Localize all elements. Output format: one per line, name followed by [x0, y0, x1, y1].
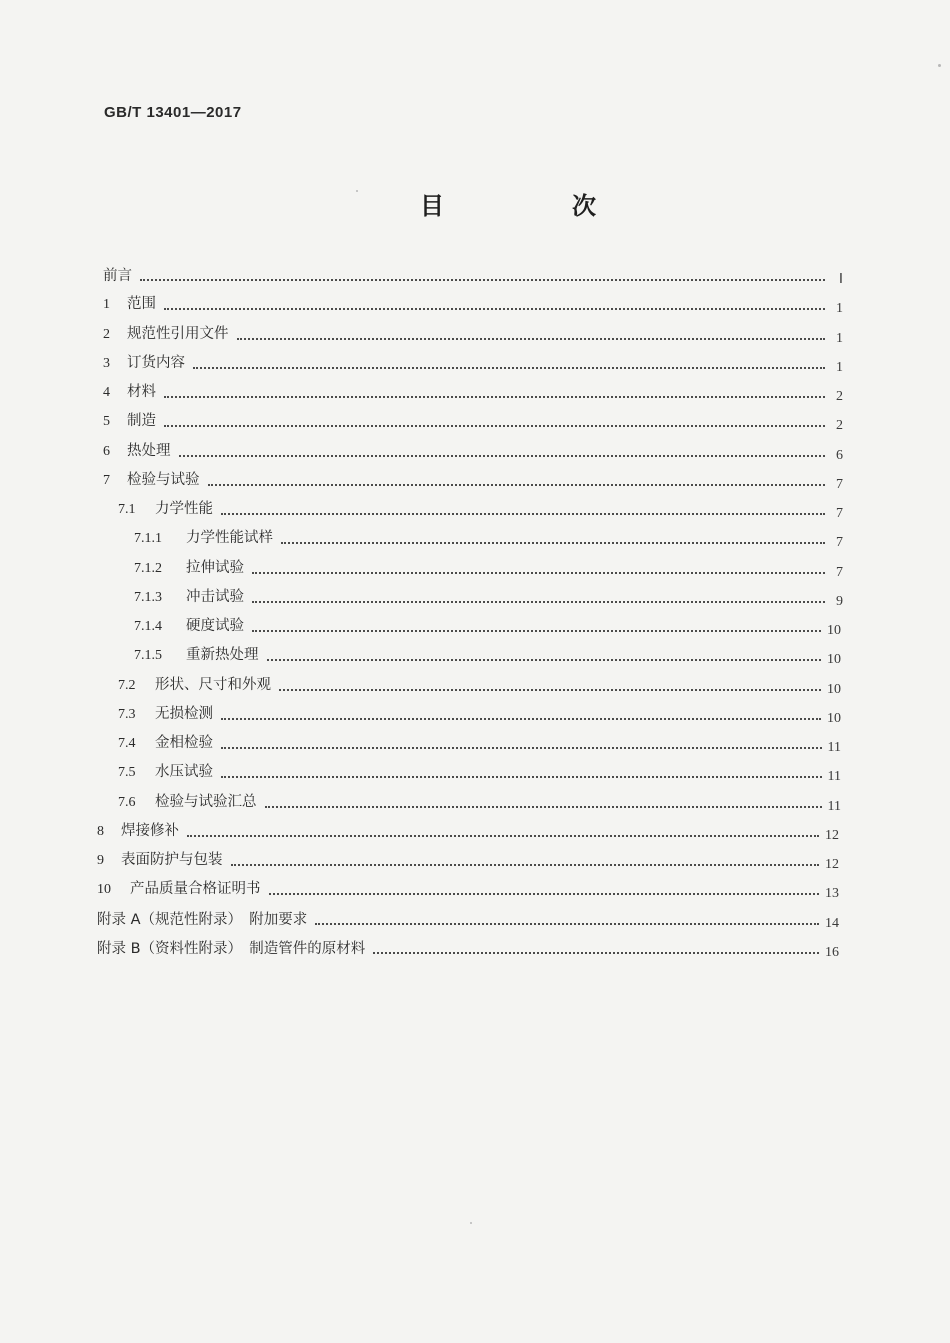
toc-entry-label	[118, 792, 257, 813]
toc-entry[interactable]	[118, 674, 841, 696]
toc-entry[interactable]	[97, 937, 839, 959]
toc-entry-label	[103, 382, 156, 403]
toc-entry-page: 10	[827, 652, 841, 668]
toc-entry-text: 前言	[103, 268, 132, 284]
toc-entry-label	[103, 294, 156, 315]
toc-title: 目 次	[420, 192, 648, 220]
toc-entry[interactable]	[118, 732, 841, 754]
toc-entry-label	[97, 821, 179, 842]
toc-dot-leader	[187, 835, 819, 837]
toc-entry-number: 7.1.4	[134, 619, 162, 634]
toc-dot-leader	[252, 572, 825, 574]
toc-entry-label	[103, 411, 156, 432]
toc-entry[interactable]	[134, 644, 841, 666]
toc-entry[interactable]	[103, 410, 843, 432]
toc-dot-leader	[269, 893, 820, 895]
toc-entry-number: 7.1.5	[134, 648, 162, 664]
scan-speck	[356, 190, 358, 192]
toc-entry-text: 范围	[127, 296, 156, 313]
toc-entry-page: 10	[827, 623, 841, 638]
toc-entry-label	[134, 558, 244, 579]
scan-speck	[938, 64, 941, 67]
toc-entry-label	[118, 733, 213, 754]
toc-entry-text: 订货内容	[127, 354, 185, 371]
toc-entry-page: 7	[836, 564, 843, 580]
toc-entry-page: 6	[836, 447, 843, 463]
toc-dot-leader	[315, 923, 819, 925]
toc-dot-leader	[221, 747, 822, 749]
toc-entry-label	[103, 470, 200, 491]
toc-entry-number: 7.2	[118, 677, 136, 693]
toc-entry-label	[134, 528, 273, 549]
toc-dot-leader	[267, 659, 822, 661]
toc-entry-number: 5	[103, 414, 110, 430]
toc-entry[interactable]	[103, 352, 843, 374]
toc-entry[interactable]	[103, 440, 843, 462]
toc-dot-leader	[231, 864, 820, 866]
toc-entry-text: 制造	[127, 413, 156, 430]
toc-entry-page: 7	[836, 535, 843, 551]
toc-entry-text: 焊接修补	[121, 822, 179, 839]
toc-entry-number: 7.1.2	[134, 560, 162, 576]
toc-dot-leader	[221, 513, 825, 515]
toc-entry[interactable]	[103, 323, 843, 345]
toc-dot-leader	[237, 338, 826, 340]
toc-entry[interactable]	[103, 381, 843, 403]
toc-entry-label	[118, 762, 213, 783]
toc-entry[interactable]	[97, 878, 839, 900]
toc-dot-leader	[193, 367, 825, 369]
toc-entry-page: 7	[836, 476, 843, 492]
toc-entry-page: 2	[836, 418, 843, 434]
toc-entry-number: 7.4	[118, 736, 136, 751]
toc-entry[interactable]	[97, 820, 839, 842]
toc-entry[interactable]	[134, 586, 843, 608]
toc-entry-number: 2	[103, 326, 110, 342]
toc-entry-page: 14	[825, 915, 839, 931]
toc-entry-page: 12	[825, 857, 839, 872]
toc-entry-text: 无损检测	[155, 705, 213, 722]
toc-entry-page: 7	[836, 506, 843, 521]
toc-entry-number: 9	[97, 853, 104, 868]
toc-dot-leader	[252, 630, 821, 632]
toc-entry-label	[103, 324, 229, 345]
toc-entry-number: 7.1.1	[134, 531, 162, 547]
toc-dot-leader	[265, 806, 822, 808]
toc-dot-leader	[164, 308, 825, 310]
toc-entry-page: 1	[836, 330, 843, 346]
toc-entry-text: 拉伸试验	[186, 559, 244, 576]
toc-entry-label	[118, 675, 271, 696]
toc-entry-label	[103, 441, 171, 462]
toc-entry-page: 12	[825, 827, 839, 843]
toc-entry-label	[103, 266, 132, 286]
toc-entry-number: 6	[103, 443, 110, 459]
toc-entry[interactable]	[134, 527, 843, 549]
toc-entry[interactable]	[103, 293, 843, 315]
toc-entry-label	[103, 353, 185, 374]
toc-entry-label	[134, 645, 259, 666]
toc-entry-number: 7.1.3	[134, 589, 162, 605]
toc-entry-label	[97, 939, 365, 959]
toc-entry[interactable]	[97, 849, 839, 871]
toc-entry-text: 附录 B（资料性附录） 制造管件的原材料	[97, 940, 366, 957]
toc-entry[interactable]	[103, 264, 843, 286]
toc-entry-text: 硬度试验	[186, 618, 244, 634]
toc-entry-text: 水压试验	[155, 764, 213, 781]
toc-entry-text: 材料	[127, 384, 156, 400]
toc-entry[interactable]	[134, 557, 843, 579]
toc-entry-text: 检验与试验	[127, 471, 200, 488]
toc-entry-text: 热处理	[127, 442, 171, 459]
toc-entry[interactable]	[97, 908, 839, 930]
toc-entry-page: 2	[836, 389, 843, 404]
toc-dot-leader	[252, 601, 825, 603]
toc-entry-page: 16	[825, 944, 839, 960]
toc-entry-label	[134, 616, 244, 637]
toc-entry-label	[97, 910, 307, 930]
toc-entry-text: 表面防护与包装	[121, 852, 223, 868]
toc-entry-text: 附录 A（规范性附录） 附加要求	[97, 911, 308, 928]
toc-entry[interactable]	[118, 498, 843, 520]
toc-entry-page: 10	[827, 681, 841, 697]
toc-entry-text: 力学性能试样	[186, 530, 273, 547]
toc-entry-number: 7.1	[118, 502, 136, 517]
toc-entry-text: 冲击试验	[186, 588, 244, 605]
toc-dot-leader	[221, 718, 821, 720]
toc-dot-leader	[221, 776, 822, 778]
toc-dot-leader	[179, 455, 826, 457]
toc-dot-leader	[208, 484, 826, 486]
toc-entry[interactable]	[103, 469, 843, 491]
document-code: GB/T 13401—2017	[104, 104, 242, 121]
toc-entry-page: 11	[827, 769, 841, 785]
toc-entry-label	[97, 850, 223, 871]
toc-entry[interactable]	[118, 791, 841, 813]
toc-entry[interactable]	[118, 703, 841, 725]
toc-entry-page: Ⅰ	[838, 272, 843, 287]
toc-entry-number: 7.6	[118, 794, 136, 810]
toc-entry-text: 检验与试验汇总	[155, 793, 257, 810]
toc-entry-number: 1	[103, 297, 110, 313]
toc-entry-page: 10	[827, 710, 841, 726]
toc-entry-text: 规范性引用文件	[127, 325, 229, 342]
toc-dot-leader	[279, 689, 821, 691]
toc-entry-page: 11	[827, 740, 841, 755]
toc-entry-number: 7.3	[118, 706, 136, 722]
toc-entry-number: 7	[103, 472, 110, 488]
scan-speck	[470, 1222, 472, 1224]
toc-entry-text: 力学性能	[155, 501, 213, 517]
toc-entry-page: 11	[827, 798, 841, 814]
toc-entry-label	[134, 587, 244, 608]
toc-entry-page: 13	[825, 886, 839, 902]
toc-entry[interactable]	[118, 761, 841, 783]
toc-dot-leader	[164, 425, 825, 427]
toc-entry-number: 3	[103, 355, 110, 371]
toc-entry-text: 重新热处理	[186, 647, 259, 664]
toc-entry-label	[118, 704, 213, 725]
toc-dot-leader	[373, 952, 819, 954]
toc-entry-page: 1	[836, 359, 843, 375]
toc-dot-leader	[140, 279, 825, 281]
toc-entry-text: 产品质量合格证明书	[130, 881, 261, 898]
toc-entry-text: 形状、尺寸和外观	[155, 676, 271, 693]
toc-entry-page: 1	[836, 301, 843, 317]
toc-entry-number: 7.5	[118, 765, 136, 781]
toc-entry-label	[97, 879, 261, 900]
toc-entry[interactable]	[134, 615, 841, 637]
toc-entry-label	[118, 499, 213, 520]
toc-entry-number: 8	[97, 823, 104, 839]
toc-dot-leader	[164, 396, 825, 398]
toc-entry-number: 10	[97, 882, 111, 898]
toc-dot-leader	[281, 542, 825, 544]
toc-entry-page: 9	[836, 593, 843, 609]
toc-entry-number: 4	[103, 385, 110, 400]
toc-entry-text: 金相检验	[155, 735, 213, 751]
